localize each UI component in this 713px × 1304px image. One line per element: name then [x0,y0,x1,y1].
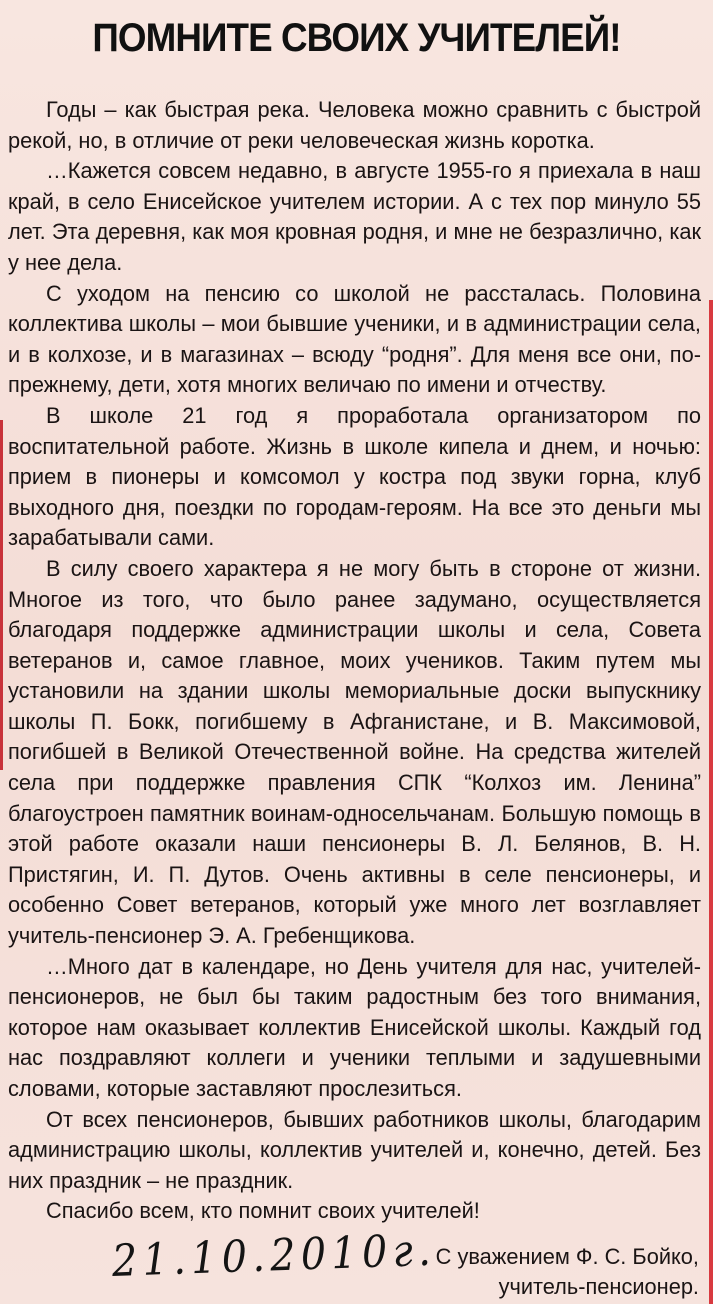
article-title: ПОМНИТЕ СВОИХ УЧИТЕЛЕЙ! [92,16,621,60]
paragraph: Спасибо всем, кто помнит своих учителей! [46,1198,480,1224]
paragraph: Годы – как быстрая река. Человека можно сравнить с быстрой рекой, но, в отличие от реки человеческая жизнь коротка. [8,97,701,153]
paragraph: …Много дат в календаре, но День учителя для нас, учителей-пенсионеров, не был бы таким радостным без того внимания, которое нам оказывает коллектив Енисейской школы. Каждый год нас поздравляют коллеги и ученики теплыми и задушевными словами, которые заставляют прослезиться. [8,953,701,1101]
red-edge-right [709,300,713,1304]
signature-line-1: С уважением Ф. С. Бойко, [435,1244,699,1269]
article-body [8,95,701,1227]
signature-line-2: учитель-пенсионер. [498,1274,699,1299]
paragraph: С уходом на пенсию со школой не рассталась. Половина коллектива школы – мои бывшие ученики, и в администрации села, и в колхозе, и в магазинах – всюду “родня”. Для меня все они, по-прежнему, дети, хотя многих величаю по имени и отчеству. [8,280,701,398]
paragraph: От всех пенсионеров, бывших работников школы, благодарим администрацию школы, коллектив учителей и, конечно, детей. Без них праздник – не праздник. [8,1106,701,1193]
signature-block [0,1224,713,1304]
paragraph: …Кажется совсем недавно, в августе 1955-го я приехала в наш край, в село Енисейское учителем истории. А с тех пор минуло 55 лет. Эта деревня, как моя кровная родня, и мне не безразлично, как у нее дела. [8,158,701,275]
paragraph: В силу своего характера я не могу быть в стороне от жизни. Многое из того, что было ранее задумано, осуществляется благодаря поддержке администрации школы и села, Совета ветеранов и, самое главное, моих учеников. Таким путем мы установили на здании школы мемориальные доски выпускнику школы П. Бокк, погибшему в Афганистане, и В. Максимовой, погибшей в Великой Отечественной войне. На средства жителей села при поддержке правления СПК “Колхоз им. Ленина” благоустроен памятник воинам-односельчанам. Большую помощь в этой работе оказали наши пенсионеры В. Л. Белянов, В. Н. Пристягин, И. П. Дутов. Очень активны в селе пенсионеры, и особенно Совет ветеранов, который уже много лет возглавляет учитель-пенсионер Э. А. Гребенщикова. [8,555,701,949]
handwritten-date: 21.10.2010г. [111,1224,437,1287]
paragraph: В школе 21 год я проработала организатором по воспитательной работе. Жизнь в школе кипела и днем, и ночью: прием в пионеры и комсомол у костра под звуки горна, клуб выходного дня, поездки по городам-героям. На все это деньги мы зарабатывали сами. [8,402,701,551]
red-edge-left [0,420,3,770]
author-signature [436,1242,699,1302]
